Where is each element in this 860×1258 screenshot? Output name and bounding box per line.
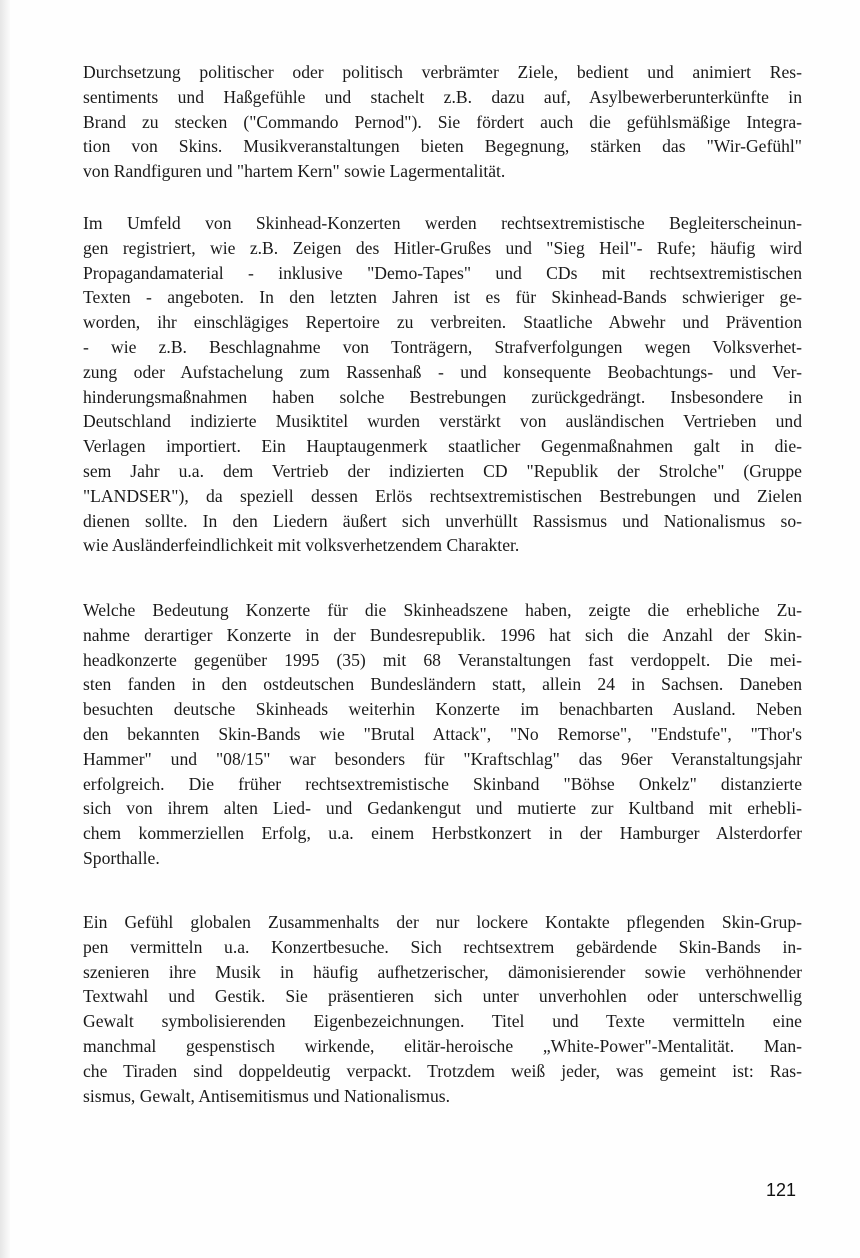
- paragraph-line: wie Ausländerfeindlichkeit mit volksverhetzendem Charakter.: [83, 535, 520, 556]
- paragraph-line: pen vermitteln u.a. Konzertbesuche. Sich rechtsextrem gebärdende Skin-Bands in-: [83, 936, 802, 957]
- page-edge-shadow: [0, 0, 10, 1258]
- paragraph-line: "LANDSER"), da speziell dessen Erlös rechtsextremistischen Bestrebungen und Zielen: [83, 485, 802, 506]
- paragraph-line: Brand zu stecken ("Commando Pernod"). Sie fördert auch die gefühlsmäßige Integra-: [83, 111, 802, 132]
- paragraph-line: erfolgreich. Die früher rechtsextremistische Skinband "Böhse Onkelz" distanzierte: [83, 773, 802, 794]
- paragraph-line: von Randfiguren und "hartem Kern" sowie Lagermentalität.: [83, 161, 506, 182]
- paragraph-line: sismus, Gewalt, Antisemitismus und Nationalismus.: [83, 1085, 451, 1106]
- paragraph-line: che Tiraden sind doppeldeutig verpackt. Trotzdem weiß jeder, was gemeint ist: Ras-: [83, 1060, 802, 1081]
- paragraph-line: Sporthalle.: [83, 847, 160, 868]
- paragraph-line: Textwahl und Gestik. Sie präsentieren sich unter unverhohlen oder unterschwellig: [83, 986, 802, 1007]
- paragraph-line: Im Umfeld von Skinhead-Konzerten werden rechtsextremistische Begleiterscheinun-: [83, 213, 802, 233]
- paragraph-3: [83, 598, 802, 871]
- paragraph-line: sentiments und Haßgefühle und stachelt z.B. dazu auf, Asylbewerberunterkünfte in: [83, 86, 802, 107]
- paragraph-line: hinderungsmaßnahmen haben solche Bestrebungen zurückgedrängt. Insbesondere in: [83, 386, 802, 407]
- paragraph-line: Verlagen importiert. Ein Hauptaugenmerk staatlicher Gegenmaßnahmen galt in die-: [83, 436, 802, 457]
- paragraph-line: Ein Gefühl globalen Zusammenhalts der nur lockere Kontakte pflegenden Skin-Grup-: [83, 912, 802, 932]
- paragraph-line: Propagandamaterial - inklusive "Demo-Tapes" und CDs mit rechtsextremistischen: [83, 262, 802, 283]
- paragraph-line: szenieren ihre Musik in häufig aufhetzerischer, dämonisierender sowie verhöhnender: [83, 961, 802, 982]
- paragraph-line: tion von Skins. Musikveranstaltungen bieten Begegnung, stärken das "Wir-Gefühl": [83, 136, 802, 157]
- paragraph-line: headkonzerte gegenüber 1995 (35) mit 68 Veranstaltungen fast verdoppelt. Die mei-: [83, 649, 802, 670]
- paragraph-line: Texten - angeboten. In den letzten Jahren ist es für Skinhead-Bands schwieriger ge-: [83, 287, 802, 308]
- paragraph-line: worden, ihr einschlägiges Repertoire zu verbreiten. Staatliche Abwehr und Prävention: [83, 312, 802, 333]
- paragraph-4: [83, 910, 802, 1108]
- paragraph-line: zung oder Aufstachelung zum Rassenhaß - und konsequente Beobachtungs- und Ver-: [83, 361, 802, 382]
- page-number: 121: [766, 1180, 797, 1200]
- paragraph-2: [83, 211, 802, 558]
- paragraph-line: Gewalt symbolisierenden Eigenbezeichnungen. Titel und Texte vermitteln eine: [83, 1011, 802, 1032]
- paragraph-line: manchmal gespenstisch wirkende, elitär-heroische „White-Power"-Mentalität. Man-: [83, 1035, 802, 1056]
- paragraph-line: Welche Bedeutung Konzerte für die Skinheadszene haben, zeigte die erhebliche Zu-: [83, 600, 802, 620]
- paragraph-line: sich von ihrem alten Lied- und Gedankengut und mutierte zur Kultband mit erhebli-: [83, 798, 802, 819]
- paragraph-line: Durchsetzung politischer oder politisch verbrämter Ziele, bedient und animiert Res-: [83, 62, 802, 82]
- paragraph-line: sem Jahr u.a. dem Vertrieb der indizierten CD "Republik der Strolche" (Gruppe: [83, 460, 802, 481]
- paragraph-line: den bekannten Skin-Bands wie "Brutal Attack", "No Remorse", "Endstufe", "Thor's: [83, 723, 802, 744]
- paragraph-line: chem kommerziellen Erfolg, u.a. einem Herbstkonzert in der Hamburger Alsterdorfer: [83, 823, 802, 844]
- paragraph-line: - wie z.B. Beschlagnahme von Tonträgern, Strafverfolgungen wegen Volksverhet-: [83, 336, 802, 357]
- paragraph-line: nahme derartiger Konzerte in der Bundesrepublik. 1996 hat sich die Anzahl der Skin-: [83, 624, 802, 645]
- paragraph-line: sten fanden in den ostdeutschen Bundesländern statt, allein 24 in Sachsen. Daneben: [83, 674, 802, 695]
- paragraph-line: Deutschland indizierte Musiktitel wurden verstärkt von ausländischen Vertrieben und: [83, 411, 802, 432]
- paragraph-line: Hammer" und "08/15" war besonders für "Kraftschlag" das 96er Veranstaltungsjahr: [83, 748, 802, 769]
- paragraph-line: gen registriert, wie z.B. Zeigen des Hitler-Grußes und "Sieg Heil"- Rufe; häufig wird: [83, 237, 802, 258]
- paragraph-1: [83, 60, 802, 184]
- paragraph-line: dienen sollte. In den Liedern äußert sich unverhüllt Rassismus und Nationalismus so-: [83, 510, 802, 531]
- paragraph-line: besuchten deutsche Skinheads weiterhin Konzerte im benachbarten Ausland. Neben: [83, 699, 802, 720]
